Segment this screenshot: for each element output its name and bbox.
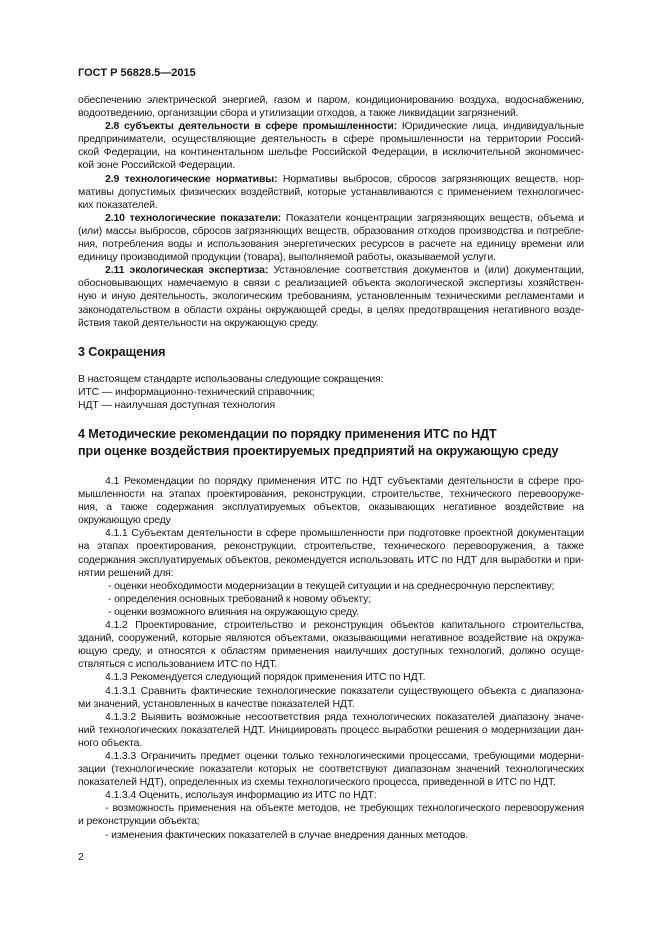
defined-term: 2.9 технологические нормативы:	[105, 172, 278, 185]
line-text: - возможность применения на объекте методов, не требующих технологического перевооружения	[105, 802, 584, 815]
line-text: и реконструкции объекта;	[78, 815, 200, 828]
definitions-section	[78, 94, 584, 330]
text-line	[78, 802, 584, 815]
line-text: нятии решений для:	[78, 566, 174, 579]
text-line	[78, 763, 584, 776]
text-line	[78, 711, 584, 724]
line-text: 4.1.1 Субъектам деятельности в сфере промышленности при подготовке проектной документации	[105, 527, 584, 540]
line-text: предприниматели, осуществляющие деятельность в сфере промышленности на территории Россий-	[78, 133, 584, 146]
line-text: водоотведению, организации сбора и утилизации отходов, а также ликвидации загрязнений.	[78, 107, 519, 120]
text-line	[78, 724, 584, 737]
line-text: законодательством в области охраны окружающей среды, в целях предотвращения негативного возде-	[78, 303, 584, 316]
line-text: ния, а также содержания эксплуатируемых объектов, оказывающих негативное воздействие на	[78, 501, 584, 514]
line-text: кой зоне Российской Федерации.	[78, 159, 236, 172]
text-line	[78, 488, 584, 501]
text-line	[78, 238, 584, 251]
line-text: мативы допустимых физических воздействий, которые устанавливаются с применением технологичес-	[78, 185, 584, 198]
text-line	[78, 199, 584, 212]
line-text: Установление соответствия документов и (или) документации,	[268, 264, 584, 277]
line-text: ющую среду, и относятся к областям применения наилучших доступных технологий, должно осуще-	[78, 645, 584, 658]
text-line	[78, 399, 584, 412]
defined-term: 2.8 субъекты деятельности в сфере промышленности:	[105, 120, 398, 133]
text-line	[78, 225, 584, 238]
line-text: - оценки необходимости модернизации в текущей ситуации и на среднесрочную перспективу;	[108, 579, 555, 592]
line-text: 4.1.3.4 Оценить, используя информацию из ИТС по НДТ:	[105, 789, 377, 802]
line-text: Нормативы выбросов, сбросов загрязняющих веществ, нор-	[277, 172, 584, 185]
text-line	[78, 173, 584, 186]
line-text: Показатели концентрации загрязняющих веществ, объема и	[281, 211, 584, 224]
text-line	[78, 212, 584, 225]
line-text: 4.1.3.1 Сравнить фактические технологические показатели существующего объекта с диапазона-	[105, 684, 584, 697]
text-line	[78, 815, 584, 828]
text-line	[78, 527, 584, 540]
defined-term: 2.10 технологические показатели:	[105, 211, 282, 224]
text-line	[78, 186, 584, 199]
text-line	[78, 94, 584, 107]
text-line	[78, 146, 584, 159]
text-line	[78, 737, 584, 750]
line-text: 4.1 Рекомендации по порядку применения ИТС по НДТ субъектами деятельности в сфере про-	[105, 475, 584, 487]
line-text: 4.1.2 Проектирование, строительство и реконструкция объектов капитального строительства,	[105, 619, 584, 632]
line-text: 4.1.3 Рекомендуется следующий порядок применения ИТС по НДТ.	[105, 671, 426, 684]
line-text: единицу производимой продукции (товара), выполняемой работы, оказываемой услуги.	[78, 251, 496, 264]
text-line	[78, 264, 584, 277]
line-text: ного объекта.	[78, 736, 143, 749]
line-text: зданий, сооружений, которые являются объектами, оказывающими негативное воздействие на окружа-	[78, 632, 584, 645]
line-text: окружающую среду	[78, 514, 171, 527]
line-text: ких показателей.	[78, 198, 158, 211]
text-line	[78, 501, 584, 514]
line-text: 4.1.3.2 Выявить возможные несоответствия ряда технологических показателей диапазону значе-	[105, 710, 584, 723]
line-text: В настоящем стандарте использованы следующие сокращения:	[78, 373, 384, 385]
text-line	[78, 632, 584, 645]
line-text: ИТС — информационно-технический справочник;	[78, 386, 315, 399]
text-line	[78, 645, 584, 658]
line-text: ми значений, установленных в качестве показателей НДТ.	[78, 697, 355, 710]
text-line	[78, 619, 584, 632]
text-line	[78, 567, 584, 580]
text-line	[78, 776, 584, 789]
line-text: ную и иную деятельность, экологическим требованиям, установленным техническими регламентами и	[78, 290, 584, 303]
line-text: - изменения фактических показателей в случае внедрения данных методов.	[105, 828, 469, 841]
text-line	[78, 540, 584, 553]
text-line	[78, 554, 584, 567]
line-text: (или) массы выбросов, сбросов загрязняющих веществ, образования отходов производства и потребле-	[78, 224, 584, 237]
section-4-body	[78, 475, 584, 842]
text-line	[78, 133, 584, 146]
line-text: зации (технологические показатели которых не соответствуют диапазонам значений технологических	[78, 763, 584, 776]
text-line	[78, 107, 584, 120]
text-line	[78, 593, 584, 606]
line-text: ния, потребления воды и использования энергетических ресурсов в расчете на единицу времени или	[78, 238, 584, 251]
text-line	[78, 698, 584, 711]
text-line	[78, 685, 584, 698]
line-text: йствия такой деятельности на окружающую среду.	[78, 316, 319, 329]
text-line	[78, 606, 584, 619]
text-line	[78, 671, 584, 684]
section-4-heading-line1: 4 Методические рекомендации по порядку применения ИТС по НДТ	[78, 427, 497, 441]
line-text: Юридические лица, индивидуальные	[397, 120, 584, 133]
line-text: содержания эксплуатируемых объектов, рекомендуется использовать ИТС по НДТ для выработки и при-	[78, 553, 584, 566]
line-text: ний технологических показателей НДТ. Инициировать процесс выработки решения о модернизации дан-	[78, 723, 584, 736]
text-line	[78, 750, 584, 763]
text-line	[78, 317, 584, 330]
abbreviations-list	[78, 373, 584, 412]
line-text: показателей НДТ), определенных из схемы технологического процесса, приведенной в ИТС по НДТ.	[78, 776, 556, 789]
line-text: ской Федерации, на континентальном шельфе Российской Федерации, в исключительной экономичес-	[78, 146, 584, 159]
text-line	[78, 120, 584, 133]
text-line	[78, 159, 584, 172]
defined-term: 2.11 экологическая экспертиза:	[105, 264, 269, 277]
line-text: НДТ — наилучшая доступная технология	[78, 399, 276, 412]
text-line	[78, 304, 584, 317]
text-line	[78, 475, 584, 488]
section-3-heading: 3 Сокращения	[78, 345, 166, 359]
line-text: обеспечению электрической энергией, газом и паром, кондиционированию воздуха, водоснабжению,	[78, 94, 584, 106]
line-text: на этапах проектирования, реконструкции, строительстве, технического перевооружения, а также	[78, 540, 584, 553]
line-text: обосновывающих намечаемую в связи с реализацией объекта экологической экспертизы хозяйствен-	[78, 277, 584, 290]
text-line	[78, 829, 584, 842]
text-line	[78, 251, 584, 264]
text-line	[78, 580, 584, 593]
page-number: 2	[78, 851, 84, 863]
line-text: мышленности на этапах проектирования, реконструкции, строительстве, технического перевооруже-	[78, 488, 584, 501]
text-line	[78, 373, 584, 386]
text-line	[78, 658, 584, 671]
document-header: ГОСТ Р 56828.5—2015	[78, 67, 196, 79]
line-text: 4.1.3.3 Ограничить предмет оценки только технологическими процессами, требующими модерни-	[105, 749, 584, 762]
line-text: ствляться с использованием ИТС по НДТ.	[78, 658, 278, 671]
text-line	[78, 789, 584, 802]
line-text: - оценки возможного влияния на окружающую среду.	[108, 605, 359, 618]
text-line	[78, 277, 584, 290]
line-text: - определения основных требований к новому объекту;	[108, 592, 372, 605]
section-4-heading-line2: при оценке воздействия проектируемых предприятий на окружающую среду	[78, 444, 559, 458]
text-line	[78, 386, 584, 399]
text-line	[78, 290, 584, 303]
text-line	[78, 514, 584, 527]
